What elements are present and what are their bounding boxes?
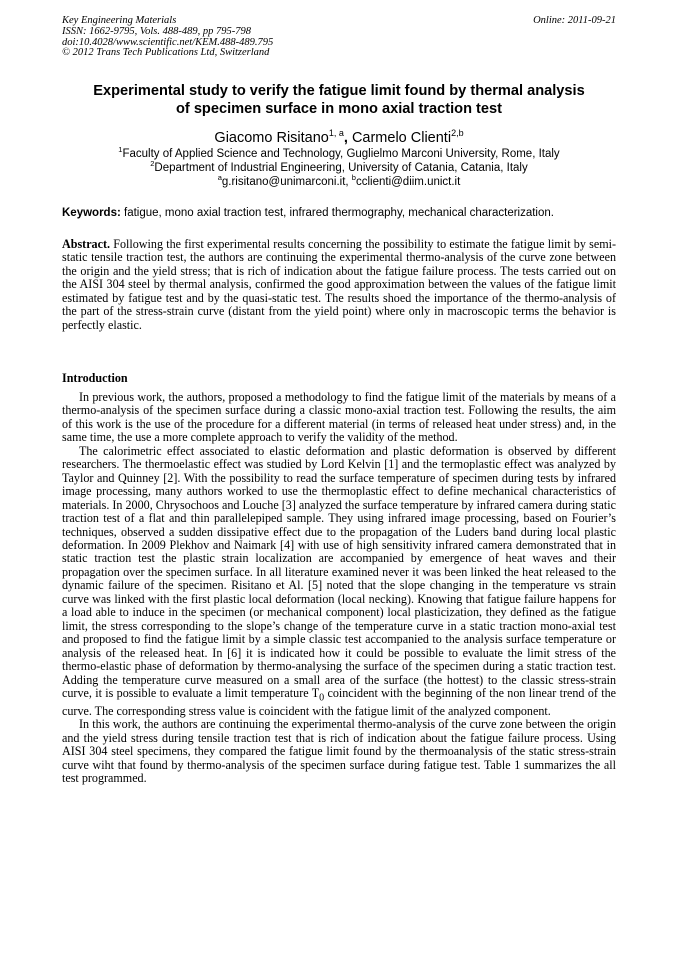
keywords-label: Keywords: [62,207,121,219]
author-separator: , [343,129,352,146]
email-b-mark: b [351,173,356,182]
issn-line: ISSN: 1662-9795, Vols. 488-489, pp 795-798 [62,25,251,37]
affiliation-2-text: Department of Industrial Engineering, University of Catania, Catania, Italy [154,161,528,174]
paper-title [62,82,616,118]
introduction-body [62,391,616,786]
copyright-line: © 2012 Trans Tech Publications Ltd, Switzerland [62,47,270,59]
author-1-affil: 1, a [328,128,344,138]
intro-paragraph-2 [62,445,616,718]
author-1: Giacomo Risitano [214,129,329,146]
journal-name: Key Engineering Materials [62,15,177,26]
intro-paragraph-3: In this work, the authors are continuing the experimental thermo-analysis of the curve zone between the origin and the yield stress during tensile traction test that is rich of indication about the fatigue failure process. Using AISI 304 steel specimens, they compared the fatigue limit found by the thermoanalysis of the static stress-strain curve wiht that found by thermo-analysis of the specimen surface during fatigue test. Table 1 summarizes the all test programmed. [62,717,616,786]
keywords [62,206,616,220]
email-a-mark: a [217,173,222,182]
affiliation-1-mark: 1 [118,145,123,154]
intro-paragraph-1: In previous work, the authors, proposed a methodology to find the fatigue limit of the materials by means of a thermo-analysis of the specimen surface during a classic mono-axial traction test. Following the results, the aim of this work is the use of the procedure for a different material (in terms of released heat under stress) and, in the same time, the use a more complete approach to verify the validity of the method. [62,390,616,445]
email-a[interactable]: g.risitano@unimarconi.it, [221,175,349,188]
author-emails [62,171,616,189]
intro-paragraph-2-text-b: coincident with the beginning of the non linear trend of the curve. The corresponding stress value is coincident with the fatigue limit of the analyzed component. [62,685,616,718]
doi-line: doi:10.4028/www.scientific.net/KEM.488-489.795 [62,36,274,48]
journal-header [62,16,616,59]
section-heading-introduction: Introduction [62,371,128,385]
author-2-affil: 2,b [451,128,464,138]
intro-paragraph-2-text-a: The calorimetric effect associated to elastic deformation and plastic deformation is observed by different researchers. The thermoelastic effect was studied by Lord Kelvin [1] and the termoplastic effect was analyzed by Taylor and Quinney [2]. With the possibility to read the surface temperature of specimen during tests by infrared image processing, many authors worked to use the thermoplastic effect to define mechanical characteristics of materials. In 2000, Chrysochoos and Louche [3] analyzed the surface temperature by infrared camera during static traction test of a flat and thin parallelepiped sample. They using infrared image processing, based on Fourier’s techniques, observed a sudden dissipative effect due to the propagation of the Luders band during local plastic deformation. In 2009 Plekhov and Naimark [4] with use of high sensitivity infrared camera demonstrated that in static traction test the plastic strain localization are accompanied by emergence of heat waves and their propagation over the specimen surface. In all literature examined never it was been linked the heat released to the dynamic failure of the specimen. Risitano et Al. [5] noted that the slope changing in the temperature vs strain curve was linked with the first plastic local deformation (local necking). Knowing that fatigue failure happens for a load able to induce in the specimen (or mechanical component) local plasticization, they defined as the fatigue limit, the stress corresponding to the slope’s change of the temperature curve in a static traction mono-axial test and proposed to find the fatigue limit by a simple classic test accompanied to the analysis surface temperature or analysis of the released heat. In [6] it is indicated how it could be possible to evaluate the limit stress of the thermo-elastic phase of deformation by thermo-analysing the surface of the specimen during a static traction test. Adding the temperature curve measured on a small area of the surface (the hottest) to the classic stress-strain curve, it is possible to evaluate a limit temperature T [62,443,616,700]
email-b[interactable]: cclienti@diim.unict.it [355,175,461,188]
affiliation-2-mark: 2 [150,159,155,168]
abstract-text: Following the first experimental results concerning the possibility to estimate the fatigue limit by semi-static tensile traction test, the authors are continuing the experimental thermo-analysis of the curve zone between the origin and the yield stress; that is rich of indication about the fatigue failure process. The tests carried out on the AISI 304 steel by thermal analysis, confirmed the good approximation between the values of the fatigue limit estimated by fatigue test and by the quasi-static test. The results shoed the importance of the thermo-analysis of the part of the stress-strain curve (distant from the yield point) where only in macroscopic terms the behavior is perfectly elastic. [62,237,616,332]
title-line-2: of specimen surface in mono axial traction test [175,101,502,117]
title-line-1: Experimental study to verify the fatigue limit found by thermal analysis [93,83,585,99]
abstract-label: Abstract. [62,237,111,251]
author-2: Carmelo Clienti [351,129,452,146]
online-date: Online: 2011-09-21 [533,15,616,26]
affiliation-1-text: Faculty of Applied Science and Technology, Guglielmo Marconi University, Rome, Italy [122,147,560,160]
keywords-text: fatigue, mono axial traction test, infrared thermography, mechanical characterization. [124,207,554,219]
temperature-subscript: 0 [319,692,325,704]
abstract [62,238,616,332]
